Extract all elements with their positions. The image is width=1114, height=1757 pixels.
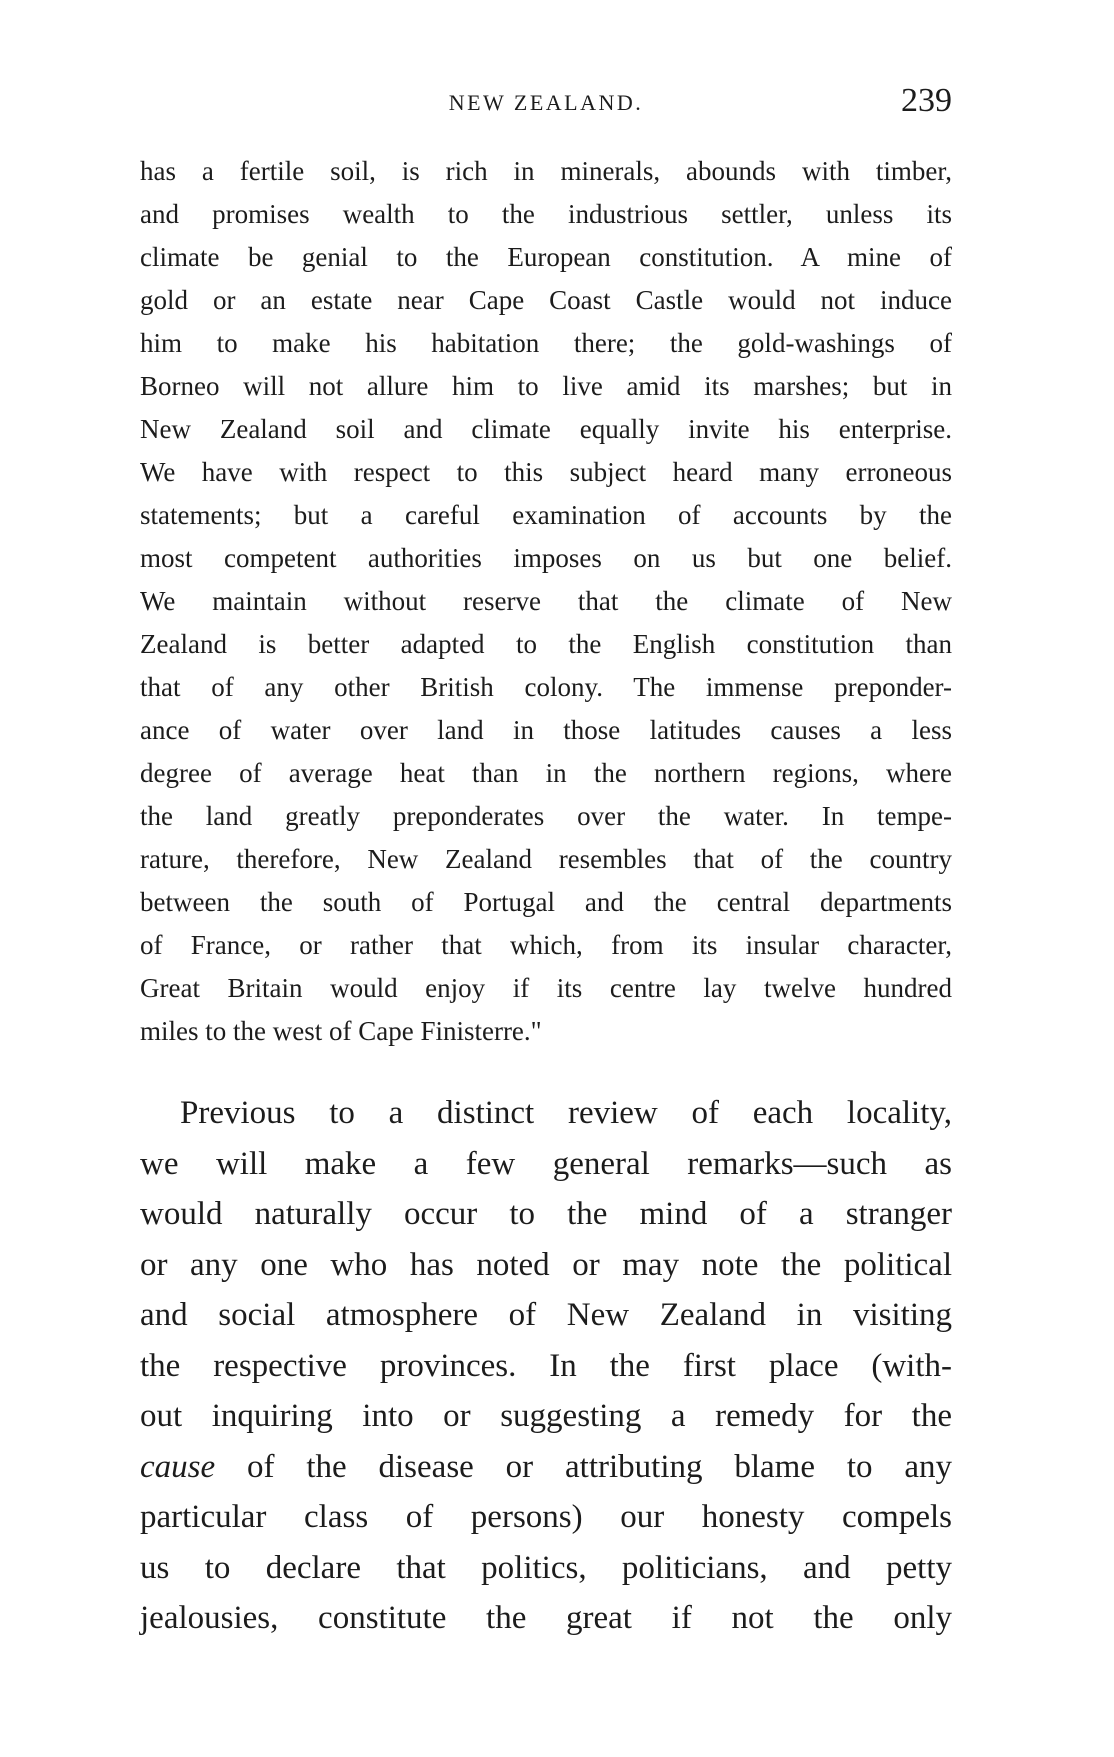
paragraph-line: particular class of persons) our honesty compels (140, 1499, 952, 1535)
paragraph-line: Previous to a distinct review of each locality, (180, 1095, 952, 1131)
quote-line: between the south of Portugal and the central departments (140, 887, 952, 917)
quote-line: rature, therefore, New Zealand resembles that of the country (140, 844, 952, 874)
quote-line: We have with respect to this subject heard many erroneous (140, 457, 952, 487)
paragraph-line: jealousies, constitute the great if not the only (140, 1600, 952, 1636)
running-title: NEW ZEALAND. (448, 90, 644, 115)
paragraph-line: out inquiring into or suggesting a remedy for the (140, 1398, 952, 1434)
quote-line: statements; but a careful examination of accounts by the (140, 500, 952, 530)
quote-line: that of any other British colony. The immense preponder- (140, 672, 952, 702)
quote-line: Great Britain would enjoy if its centre lay twelve hundred (140, 973, 952, 1003)
quote-line: of France, or rather that which, from its insular character, (140, 930, 952, 960)
paragraph-line: we will make a few general remarks—such as (140, 1145, 952, 1182)
quote-line: gold or an estate near Cape Coast Castle would not induce (140, 285, 952, 315)
paragraph-line-with-italic (140, 1442, 952, 1493)
italic-word: cause (140, 1448, 216, 1485)
quote-line: and promises wealth to the industrious settler, unless its (140, 199, 952, 229)
running-head (140, 82, 952, 122)
quote-line: miles to the west of Cape Finisterre." (140, 1016, 542, 1046)
quote-line: most competent authorities imposes on us but one belief. (140, 543, 952, 573)
quote-line: has a fertile soil, is rich in minerals, abounds with timber, (140, 156, 952, 186)
quote-line: degree of average heat than in the northern regions, where (140, 758, 952, 788)
page-number: 239 (901, 82, 952, 119)
body-paragraph (140, 1088, 952, 1644)
quote-line: the land greatly preponderates over the water. In tempe- (140, 801, 952, 831)
quote-line: climate be genial to the European constitution. A mine of (140, 242, 952, 272)
quote-line: him to make his habitation there; the gold-washings of (140, 328, 952, 358)
paragraph-line: and social atmosphere of New Zealand in visiting (140, 1297, 952, 1333)
quote-line: Zealand is better adapted to the English constitution than (140, 629, 952, 659)
quote-line: ance of water over land in those latitudes causes a less (140, 715, 952, 745)
quote-line: Borneo will not allure him to live amid its marshes; but in (140, 371, 952, 401)
quote-line: We maintain without reserve that the climate of New (140, 586, 952, 616)
paragraph-line: the respective provinces. In the first place (with- (140, 1347, 952, 1384)
paragraph-line: or any one who has noted or may note the political (140, 1246, 952, 1283)
quoted-passage (140, 150, 952, 1053)
quote-line: New Zealand soil and climate equally invite his enterprise. (140, 414, 952, 444)
paragraph-line: would naturally occur to the mind of a stranger (140, 1196, 952, 1232)
paragraph-line-rest: of the disease or attributing blame to any (247, 1448, 953, 1485)
paragraph-line: us to declare that politics, politicians, and petty (140, 1549, 952, 1586)
